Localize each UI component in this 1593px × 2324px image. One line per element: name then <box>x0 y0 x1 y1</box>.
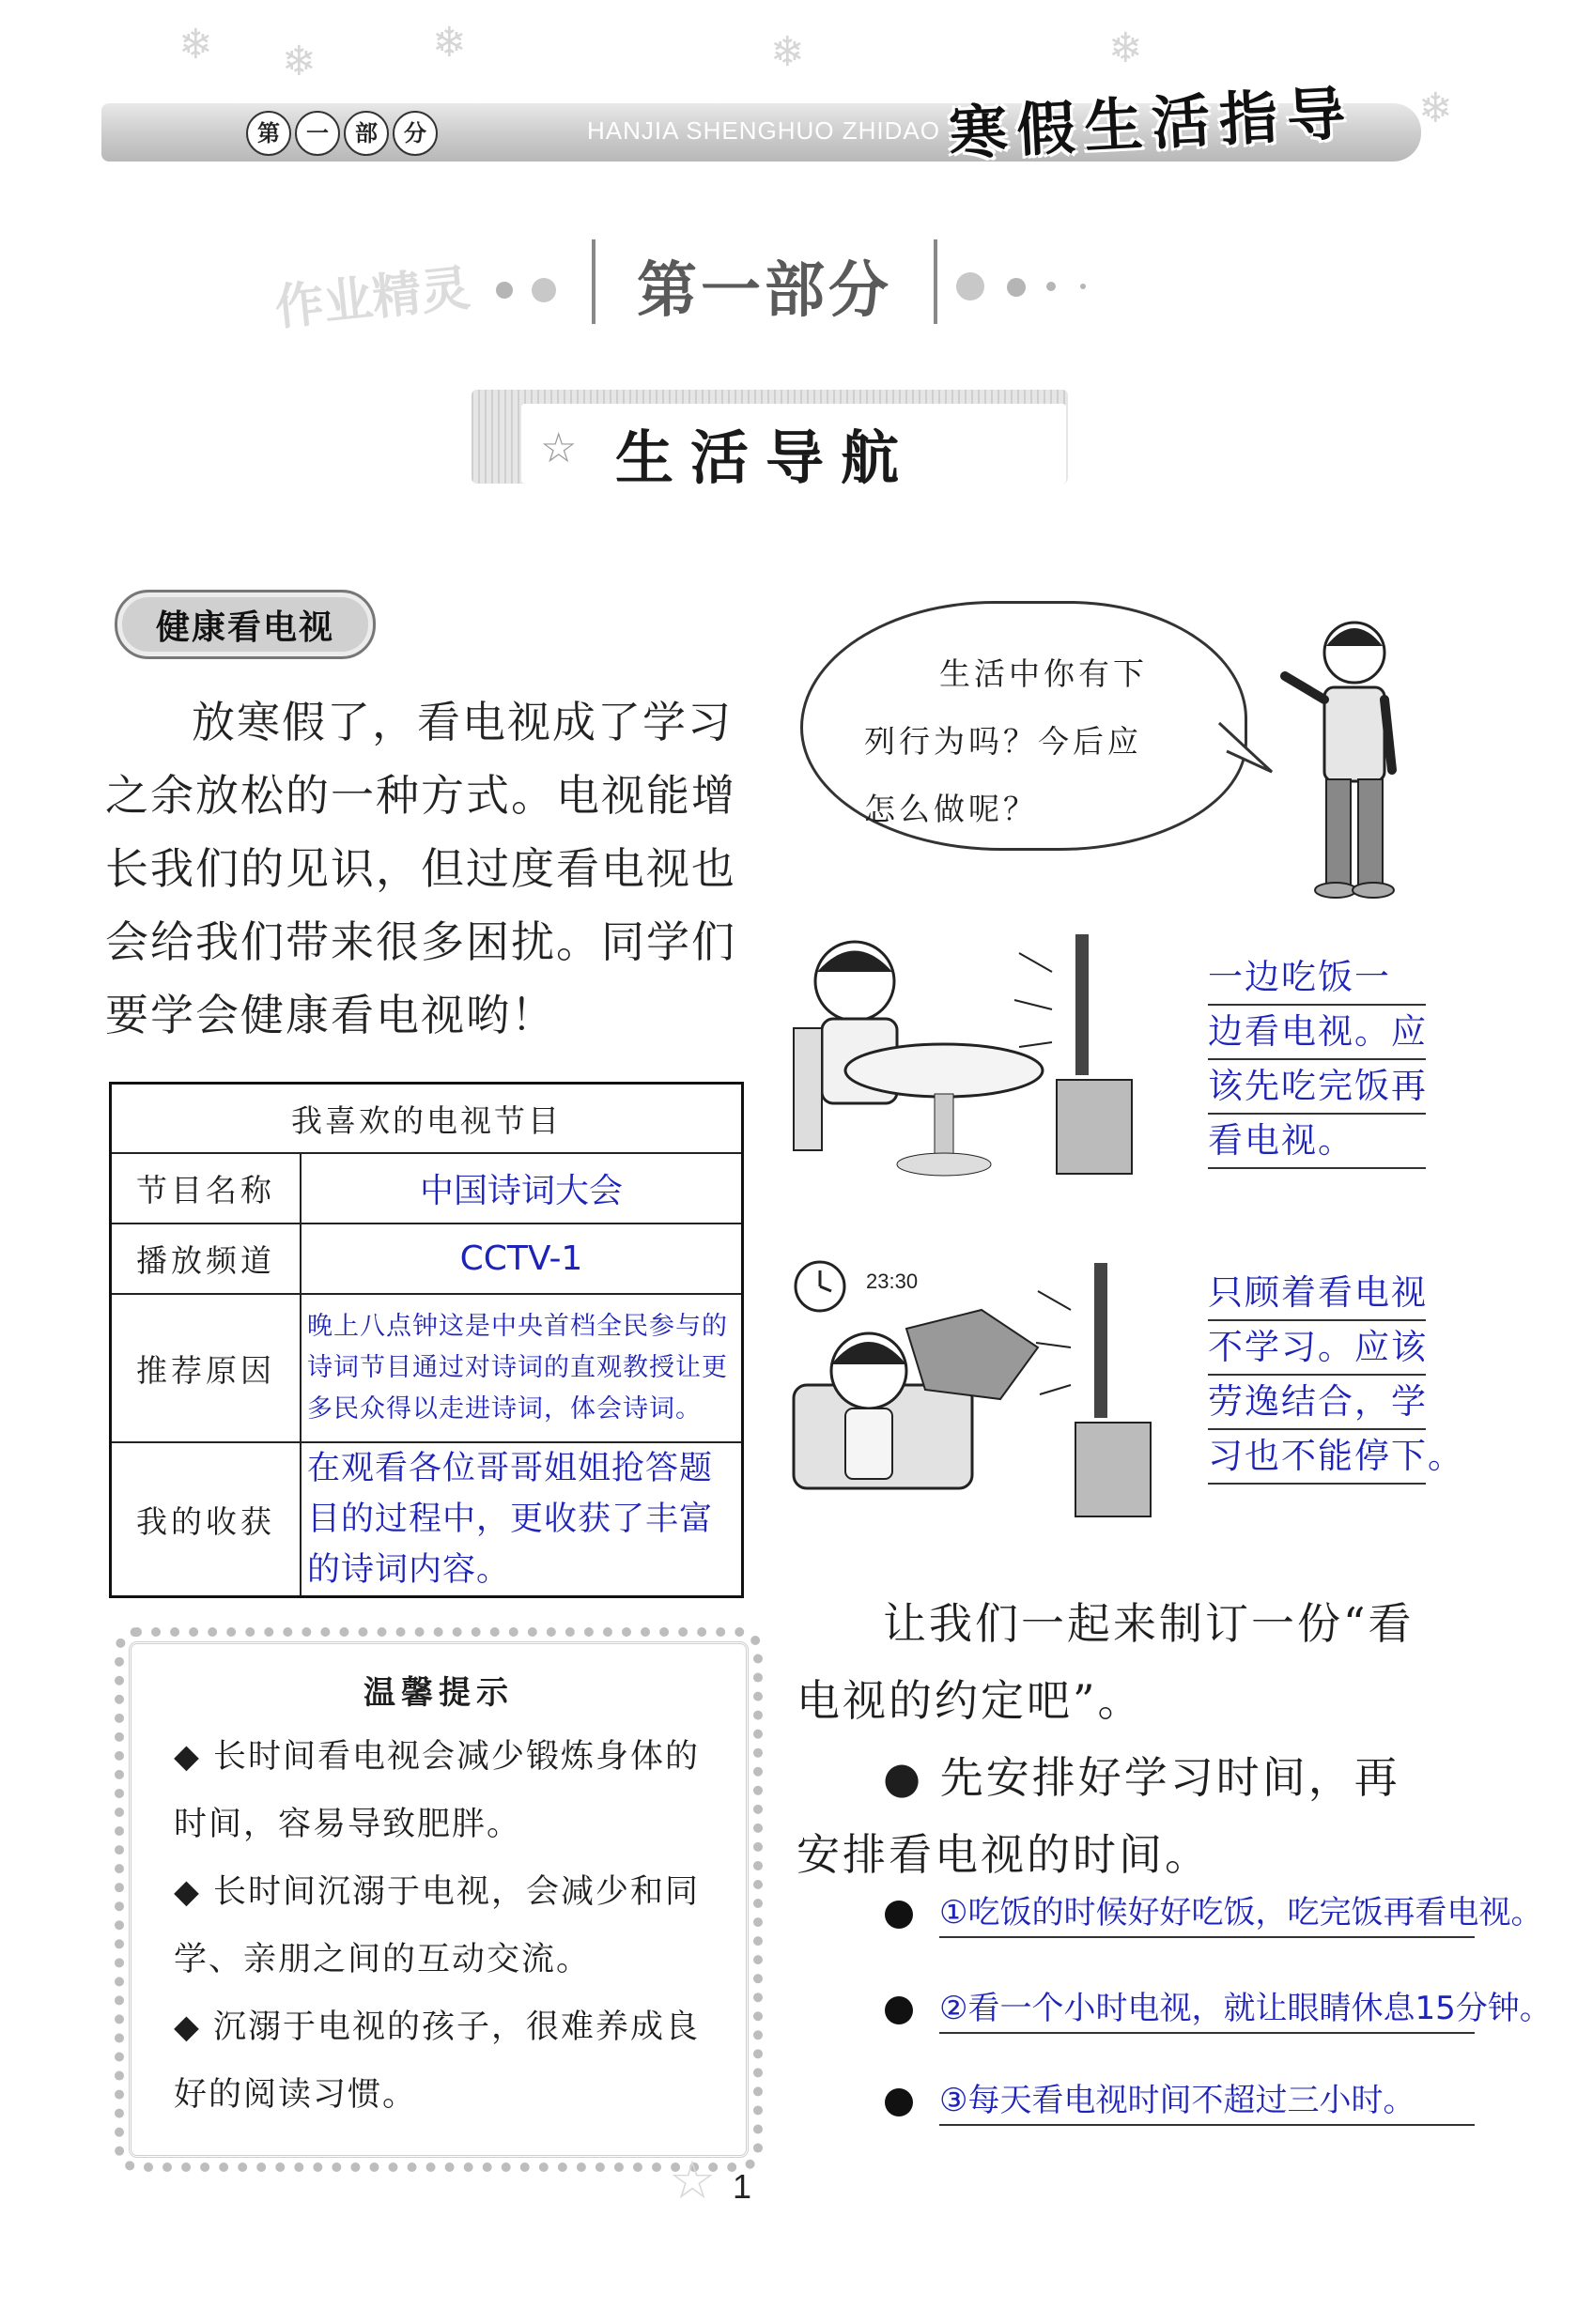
lesson-tag-label: 健康看电视 <box>155 608 334 647</box>
answer-2 <box>1208 1267 1464 1485</box>
snowflake-icon: ❄ <box>282 38 317 85</box>
decor-dot <box>956 272 984 300</box>
page-number: 1 <box>733 2167 752 2206</box>
agreement-rule-text: ③每天看电视时间不超过三小时。 <box>939 2077 1475 2126</box>
table-label: 播放频道 <box>111 1224 302 1294</box>
agreement-rule-text: ①吃饭的时候好好吃饭，吃完饭再看电视。 <box>939 1889 1475 1938</box>
answer-line: 该先吃完饭再 <box>1208 1060 1426 1115</box>
table-value: CCTV-1 <box>301 1224 743 1294</box>
answer-line: 边看电视。应 <box>1208 1006 1426 1060</box>
header-part-char: 第 <box>246 111 291 156</box>
header-part-char: 分 <box>393 111 438 156</box>
eating-tv-illustration <box>784 925 1160 1188</box>
bullet-icon <box>885 2088 913 2116</box>
table-row <box>111 1442 743 1597</box>
answer-line: 不学习。应该 <box>1208 1321 1426 1376</box>
star-icon: ☆ <box>540 424 578 472</box>
section-banner-title: 生活导航 <box>615 423 917 492</box>
table-value: 晚上八点钟这是中央首档全民参与的诗词节目通过对诗词的直观教授让更多民众得以走进诗词，体会诗词。 <box>301 1294 743 1442</box>
bullet-icon <box>885 1996 913 2024</box>
table-header: 我喜欢的电视节目 <box>111 1084 743 1154</box>
bubble-line: 生活中你有下 <box>939 655 1148 692</box>
snowflake-icon: ❄ <box>1108 24 1143 72</box>
header-part-char: 一 <box>295 111 340 156</box>
tips-title: 温馨提示 <box>363 1674 514 1712</box>
bubble-line: 列行为吗？今后应 <box>864 723 1142 760</box>
table-row <box>111 1294 743 1442</box>
agreement-rule <box>885 1985 1552 2034</box>
clock-time: 23:30 <box>866 1270 919 1293</box>
late-tv-illustration <box>784 1254 1160 1526</box>
part-title: 第一部分 <box>637 256 892 326</box>
decor-dot <box>1080 284 1086 289</box>
snowflake-icon: ❄ <box>1418 85 1453 132</box>
answer-line: 习也不能停下。 <box>1208 1430 1426 1485</box>
bubble-tail <box>1217 714 1274 779</box>
bubble-line: 怎么做呢？ <box>864 791 1038 827</box>
decor-dot <box>1046 282 1056 291</box>
tip-item: ◆ 长时间沉溺于电视，会减少和同学、亲朋之间的互动交流。 <box>174 1873 701 1978</box>
agreement-rule <box>885 1889 1542 1938</box>
table-value: 在观看各位哥哥姐姐抢答题目的过程中，更收获了丰富的诗词内容。 <box>301 1442 743 1597</box>
tip-item: ◆ 沉溺于电视的孩子，很难养成良好的阅读习惯。 <box>174 2008 701 2114</box>
answer-line: 劳逸结合，学 <box>1208 1376 1426 1430</box>
table-row <box>111 1084 743 1154</box>
table-row <box>111 1224 743 1294</box>
answer-line: 只顾着看电视 <box>1208 1267 1426 1321</box>
snowflake-icon: ❄ <box>432 19 467 67</box>
agreement-first: ● 先安排好学习时间，再安排看电视的时间。 <box>796 1752 1400 1880</box>
answer-1 <box>1208 951 1426 1169</box>
snowflake-icon: ❄ <box>770 28 805 76</box>
teacher-illustration <box>1268 610 1428 901</box>
decor-dot <box>496 282 513 299</box>
agreement-rule <box>885 2077 1542 2126</box>
header-part-char: 部 <box>344 111 389 156</box>
answer-line: 看电视。 <box>1208 1115 1426 1169</box>
book-title: 寒假生活指导 <box>947 78 1356 169</box>
bullet-icon <box>885 1901 913 1929</box>
header-pinyin: HANJIA SHENGHUO ZHIDAO <box>587 116 940 145</box>
favorite-tv-table <box>109 1082 744 1598</box>
tip-item: ◆ 长时间看电视会减少锻炼身体的时间，容易导致肥胖。 <box>174 1738 701 1843</box>
agreement-rule-text: ②看一个小时电视，就让眼睛休息15分钟。 <box>939 1985 1475 2034</box>
lesson-intro: 放寒假了，看电视成了学习之余放松的一种方式。电视能增长我们的见识，但过度看电视也会给我们带来很多困扰。同学们要学会健康看电视哟！ <box>105 697 736 1040</box>
decor-dot <box>532 278 556 302</box>
table-label: 节目名称 <box>111 1153 302 1224</box>
star-icon: ☆ <box>669 2150 717 2211</box>
answer-line: 一边吃饭一 <box>1208 951 1426 1006</box>
agreement-intro: 让我们一起来制订一份“看电视的约定吧”。 <box>796 1598 1415 1726</box>
watermark: 作业精灵 <box>272 260 473 337</box>
snowflake-icon: ❄ <box>178 21 213 69</box>
header-part-label <box>246 111 438 154</box>
table-label: 推荐原因 <box>111 1294 302 1442</box>
table-row <box>111 1153 743 1224</box>
decor-dot <box>1007 278 1026 297</box>
table-value: 中国诗词大会 <box>301 1153 743 1224</box>
table-label: 我的收获 <box>111 1442 302 1597</box>
bubble-text <box>864 640 1202 843</box>
